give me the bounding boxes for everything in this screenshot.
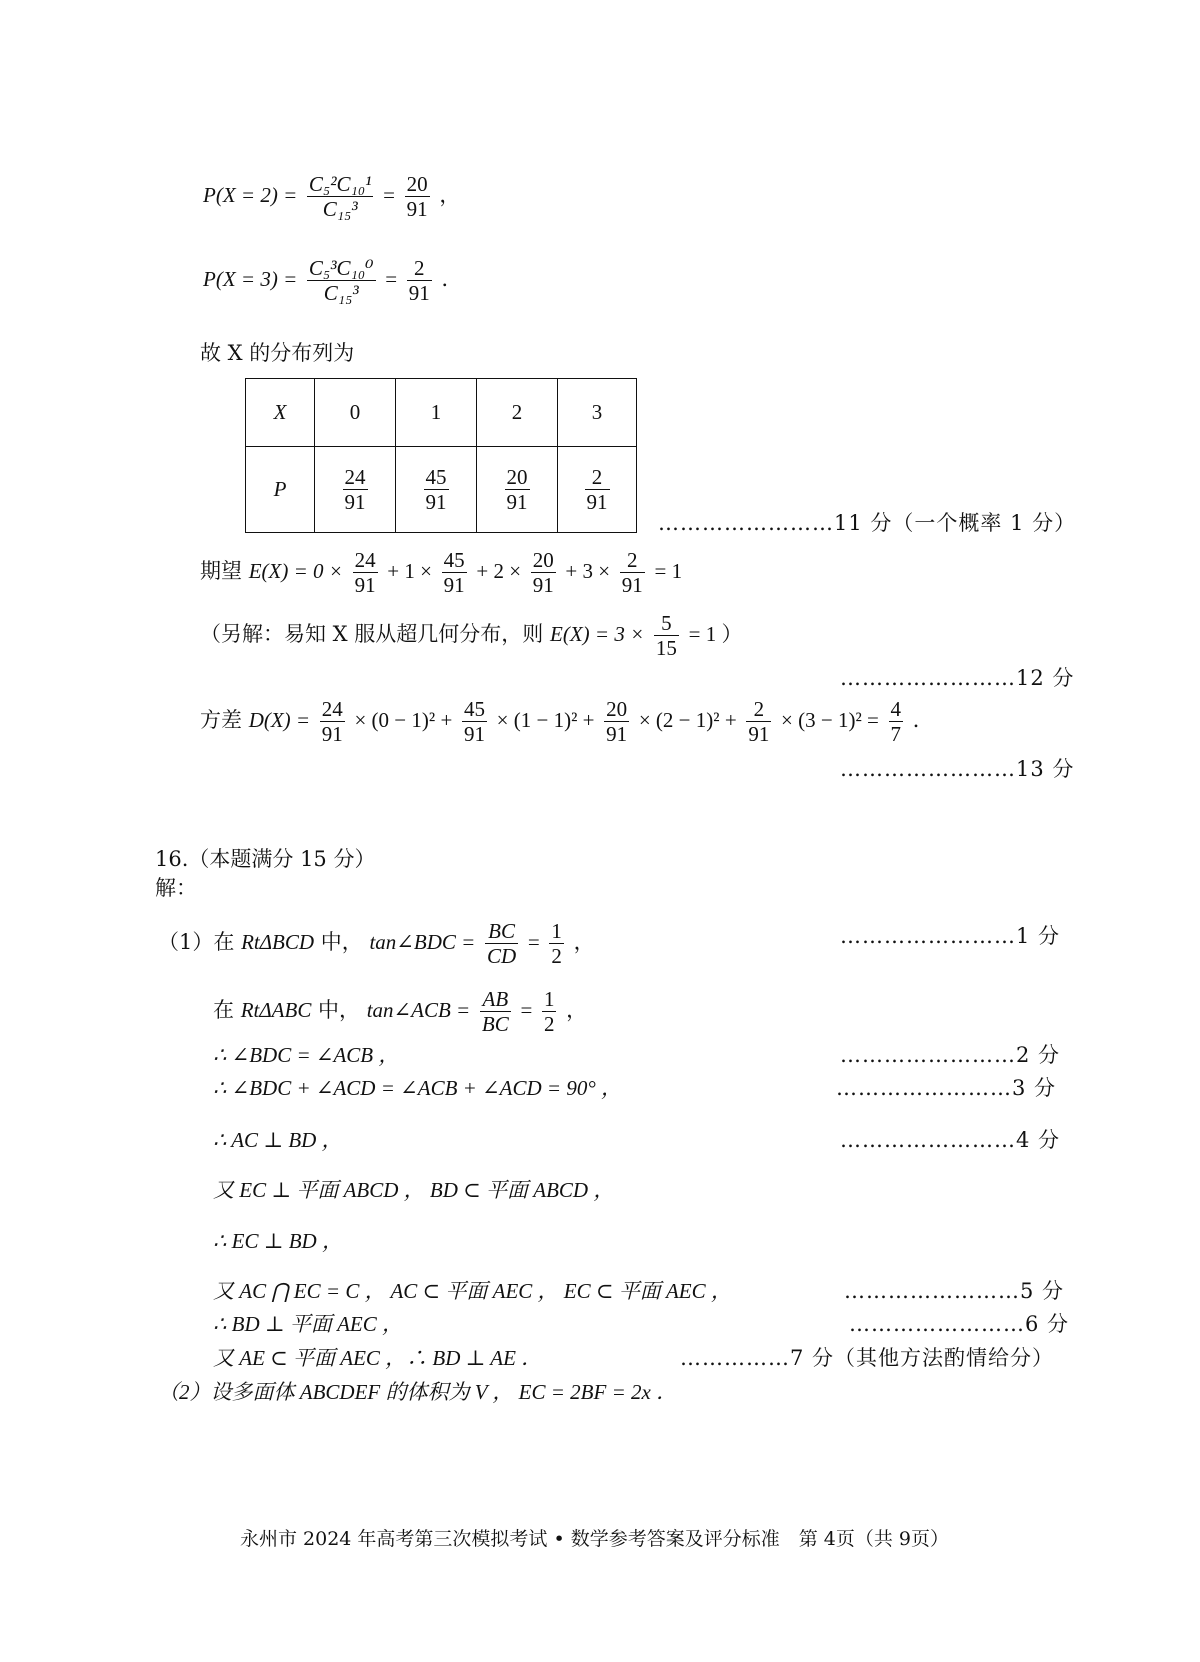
q16-part-2-line: （2）设多面体 ABCDEF 的体积为 V ， EC = 2BF = 2x ． [158, 1380, 678, 1404]
q16-line-7: ∴ EC ⊥ BD ， [213, 1229, 343, 1253]
score-7: ……………7 分（其他方法酌情给分） [680, 1346, 1055, 1370]
table-p-value: $\frac{20}{91}$ [477, 447, 558, 533]
p2-lhs: P(X = 2) = [203, 183, 298, 208]
table-x-value: 2 [477, 379, 558, 447]
score-2: ……………………2 分 [840, 1043, 1061, 1067]
p2-combination-fraction: $\frac{\text{C₅²C₁₀¹}}{\text{C₁₅³}}$ [308, 172, 372, 222]
q16-line-9: ∴ BD ⊥ 平面 AEC ， [213, 1312, 404, 1336]
table-p-value: $\frac{45}{91}$ [396, 447, 477, 533]
p3-result-fraction: $\frac{2}{91}$ [408, 256, 430, 306]
q16-line-8: 又 AC ⋂ EC = C ， AC ⊂ 平面 AEC ， EC ⊂ 平面 AEC ， [213, 1279, 732, 1303]
q16-line-2: 在 RtΔABC 中， tan∠ACB = $\frac{AB}{BC}$ = $\frac{1}{2}$ ， [213, 987, 588, 1037]
score-11: ……………………11 分（一个概率 1 分） [658, 511, 1077, 535]
score-12: ……………………12 分 [840, 666, 1075, 690]
p3-lhs: P(X = 3) = [203, 267, 298, 292]
score-13: ……………………13 分 [840, 757, 1075, 781]
solution-label: 解： [155, 876, 197, 900]
q16-line-10: 又 AE ⊂ 平面 AEC ，∴ BD ⊥ AE ． [213, 1346, 543, 1370]
table-p-value: $\frac{2}{91}$ [558, 447, 637, 533]
expectation-line: 期望 E(X) = 0 × $\frac{24}{91}$ + 1 × $\frac{45}{91}$ + 2 × $\frac{20}{91}$ + 3 × $\frac{2}{91}$ = 1 [200, 548, 683, 598]
table-x-value: 0 [315, 379, 396, 447]
variance-line: 方差 D(X) = $\frac{24}{91}$ × (0 − 1)² + $\frac{45}{91}$ × (1 − 1)² + $\frac{20}{91}$ × (2 − 1)² + $\frac{2}{91}$ × (3 − 1)² = $\frac{4}{7}$ ． [200, 697, 934, 747]
score-3: ……………………3 分 [836, 1076, 1057, 1100]
question-16-title: 16.（本题满分 15 分） [155, 847, 376, 871]
distribution-intro: 故 X 的分布列为 [200, 341, 355, 365]
p2-result-fraction: $\frac{20}{91}$ [406, 172, 428, 222]
score-1: ……………………1 分 [840, 924, 1061, 948]
q16-line-4: ∴ ∠BDC + ∠ACD = ∠ACB + ∠ACD = 90° ， [213, 1076, 622, 1100]
q16-line-1: （1）在 RtΔBCD 中， tan∠BDC = $\frac{BC}{CD}$ = $\frac{1}{2}$ ， [158, 919, 595, 969]
table-header-x: X [246, 379, 315, 447]
table-p-value: $\frac{24}{91}$ [315, 447, 396, 533]
score-4: ……………………4 分 [840, 1128, 1061, 1152]
table-header-p: P [246, 447, 315, 533]
alternative-solution: （另解：易知 X 服从超几何分布，则 E(X) = 3 × $\frac{5}{15}$ = 1 ） [200, 611, 743, 661]
table-x-value: 1 [396, 379, 477, 447]
p3-combination-fraction: $\frac{\text{C₅³C₁₀⁰}}{\text{C₁₅³}}$ [308, 256, 374, 306]
score-6: ……………………6 分 [849, 1312, 1070, 1336]
table-x-value: 3 [558, 379, 637, 447]
distribution-table [245, 378, 637, 533]
q16-line-3: ∴ ∠BDC = ∠ACB ， [213, 1043, 400, 1067]
q16-line-5: ∴ AC ⊥ BD ， [213, 1128, 343, 1152]
page-footer: 永州市 2024 年高考第三次模拟考试 • 数学参考答案及评分标准 第 4页（共 9页） [240, 1528, 949, 1550]
p-x-2-line: P(X = 2) = $\frac{\text{C₅²C₁₀¹}}{\text{C₁₅³}}$ = $\frac{20}{91}$ ， [203, 172, 461, 222]
p-x-3-line: P(X = 3) = $\frac{\text{C₅³C₁₀⁰}}{\text{C₁₅³}}$ = $\frac{2}{91}$ ． [203, 256, 463, 306]
score-5: ……………………5 分 [844, 1279, 1065, 1303]
q16-line-6: 又 EC ⊥ 平面 ABCD ， BD ⊂ 平面 ABCD ， [213, 1178, 615, 1202]
